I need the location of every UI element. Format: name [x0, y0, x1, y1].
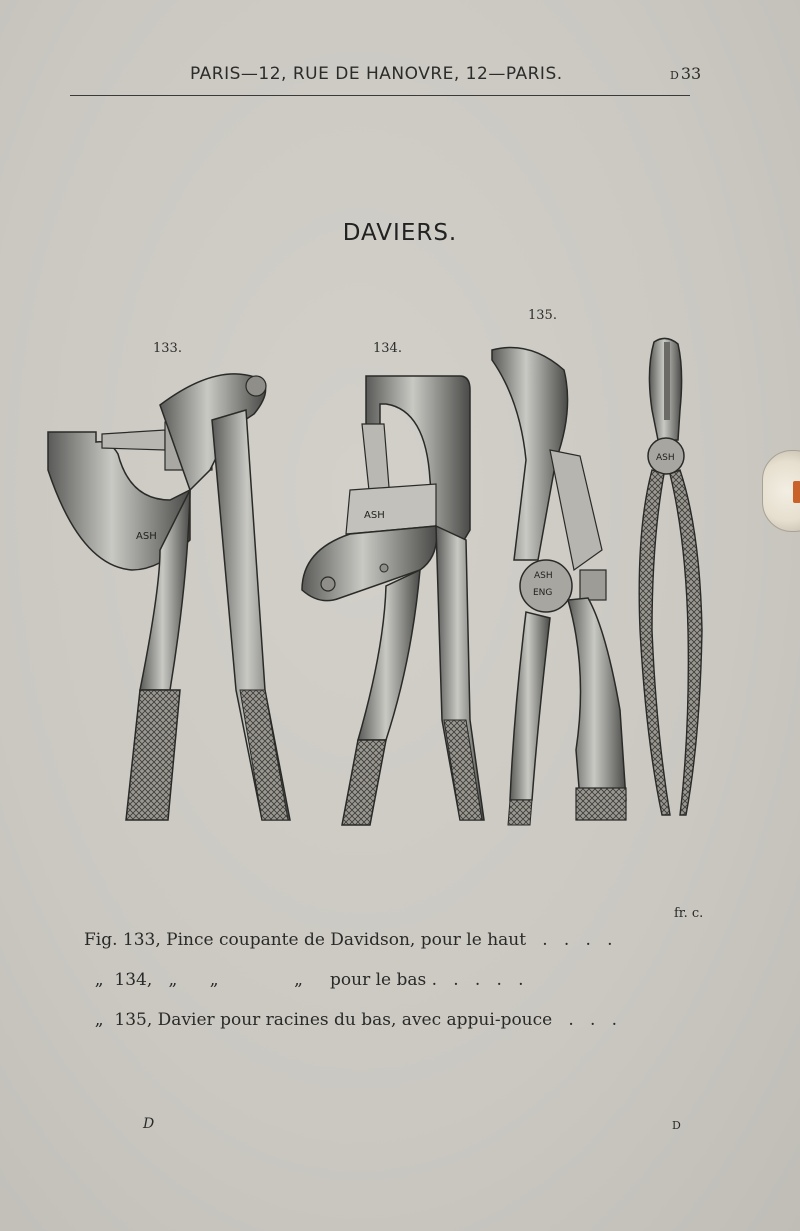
price-column-header: fr. c.: [674, 906, 704, 921]
engraving-ash-133: ASH: [136, 531, 157, 542]
forceps-135: [492, 348, 626, 826]
running-head: PARIS—12, RUE DE HANOVRE, 12—PARIS.: [190, 64, 563, 84]
engraving-ash-135: ASH: [534, 571, 553, 581]
engraving-ash-slender: ASH: [656, 453, 675, 463]
footer-right-mark: D: [672, 1119, 681, 1132]
entry-133: Fig. 133, Pince coupante de Davidson, pour le haut . . . .: [84, 930, 613, 950]
forceps-133: [48, 374, 290, 820]
page-number-value: 33: [680, 64, 702, 83]
engraving-ash-134: ASH: [364, 510, 385, 521]
figure-label-133: 133.: [153, 341, 182, 356]
header-rule: [70, 95, 690, 96]
page-prefix: D: [670, 69, 679, 82]
entry-135: „ 135, Davier pour racines du bas, avec appui-pouce . . .: [84, 1010, 618, 1030]
page-number: [670, 64, 701, 83]
forceps-illustration: [40, 330, 720, 830]
figure-label-134: 134.: [373, 341, 402, 356]
engraving-eng-135: ENG: [533, 588, 553, 598]
figure-label-135: 135.: [528, 308, 557, 323]
footer-left-mark: D: [143, 1116, 155, 1132]
page-title: DAVIERS.: [342, 220, 458, 246]
forceps-134: [302, 376, 484, 825]
entry-134: „ 134, „ „ „ pour le bas . . . . .: [84, 970, 524, 990]
library-stamp: [762, 450, 800, 532]
forceps-slender: [639, 338, 702, 815]
